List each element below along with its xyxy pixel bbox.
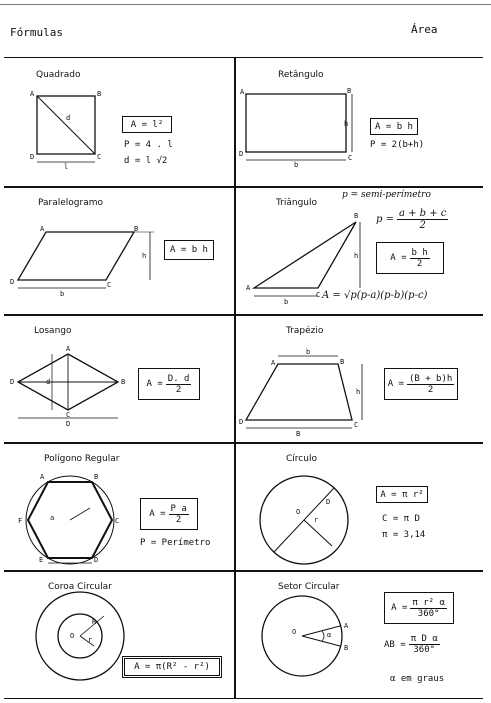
formula-lhs: A =: [149, 509, 166, 519]
vertex-label: A: [66, 345, 71, 353]
vertex-label: B: [134, 225, 139, 233]
height-label: h: [354, 252, 359, 260]
denominator: 2: [427, 384, 434, 395]
formula-lhs: A =: [146, 379, 163, 389]
vertex-label: E: [39, 556, 44, 564]
vertex-label: B: [94, 473, 99, 481]
formula-lhs: AB =: [384, 639, 406, 650]
vertex-label: C: [97, 153, 102, 161]
angle-unit-note: α em graus: [390, 674, 445, 684]
height-label: h: [344, 120, 349, 128]
vertex-label: A: [30, 90, 35, 98]
cell-poligono-regular: [4, 442, 228, 570]
cell-coroa-circular: [4, 570, 228, 698]
cell-title: Losango: [34, 326, 72, 336]
formula-grid: [4, 57, 483, 699]
perimeter-formula: P = 4 . l: [124, 140, 173, 150]
denominator: 2: [175, 384, 182, 395]
fraction: [397, 208, 448, 231]
cell-setor-circular: [238, 570, 462, 698]
square-figure: [4, 58, 228, 186]
apothem-label: a: [50, 514, 55, 522]
vertex-label: D: [10, 378, 15, 386]
area-formula: A = l²: [122, 116, 172, 133]
area-formula: [384, 592, 454, 624]
cell-quadrado: [4, 58, 228, 186]
base-label: b: [284, 298, 289, 306]
formula-lhs: A =: [391, 603, 408, 613]
fraction: [169, 504, 189, 525]
area-formula: [376, 242, 444, 274]
height-label: h: [142, 252, 147, 260]
area-formula: A = π(R² - r²): [124, 658, 220, 676]
vertex-label: C: [107, 281, 112, 289]
cell-triangulo: [238, 186, 462, 314]
cell-title: Setor Circular: [278, 582, 340, 592]
cell-circulo: [238, 442, 462, 570]
vertex-label: F: [18, 517, 23, 525]
vertex-label: B: [97, 90, 102, 98]
fraction: [410, 248, 430, 269]
big-base-label: B: [296, 430, 301, 438]
diagonal-formula: d = l √2: [124, 156, 168, 166]
fraction: [409, 634, 440, 655]
base-label: b: [294, 161, 299, 169]
diagonal-label: d: [66, 114, 71, 122]
vertex-label: A: [271, 359, 276, 367]
center-label: O: [292, 628, 297, 636]
numerator: D. d: [167, 373, 190, 384]
cell-title: Paralelogramo: [38, 198, 103, 208]
numerator: (B + b)h: [408, 373, 453, 384]
arc-length-formula: [384, 634, 440, 655]
numerator: P a: [170, 503, 187, 514]
numerator: π D α: [410, 634, 438, 644]
base-label: b: [60, 290, 65, 298]
vertex-label: B: [347, 87, 352, 95]
area-formula: [138, 368, 200, 400]
radius-label: r: [314, 516, 319, 524]
cell-title: Trapézio: [286, 326, 324, 336]
perimeter-note: P = Perímetro: [140, 538, 211, 548]
annulus-figure: [4, 570, 228, 698]
vertex-label: C: [348, 154, 353, 162]
small-base-label: b: [306, 348, 311, 356]
side-label: l: [64, 163, 69, 171]
numerator: a + b + c: [398, 208, 447, 219]
center-label: O: [70, 632, 75, 640]
vertex-label: B: [121, 378, 126, 386]
vertex-label: A: [40, 473, 45, 481]
fraction: [407, 374, 454, 395]
fraction: [166, 374, 192, 395]
area-formula: [140, 498, 198, 530]
major-diagonal-label: D: [66, 420, 71, 428]
semi-perimeter-note: p = semi-perímetro: [342, 190, 431, 200]
denominator: 360°: [417, 608, 440, 619]
vertex-label: D: [239, 150, 244, 158]
formula-lhs: p =: [376, 214, 394, 225]
top-rule: [0, 4, 491, 5]
vertex-label: A: [246, 284, 251, 292]
point-label: B: [344, 644, 349, 652]
semi-perimeter-formula: [376, 208, 448, 231]
vertex-label: D: [239, 418, 244, 426]
area-formula: A = b h: [164, 240, 214, 260]
cell-title: Triângulo: [276, 198, 318, 208]
height-label: h: [356, 388, 361, 396]
center-label: O: [296, 508, 301, 516]
circle-figure: [238, 442, 462, 570]
vertex-label: D: [30, 153, 35, 161]
vertex-label: B: [354, 212, 359, 220]
formula-lhs: A =: [390, 253, 407, 263]
vertex-label: C: [66, 411, 71, 419]
angle-label: α: [327, 631, 332, 639]
numerator: b h: [411, 247, 428, 258]
cell-title: Polígono Regular: [44, 454, 120, 464]
perimeter-formula: P = 2(b+h): [370, 140, 425, 150]
area-formula: [384, 368, 458, 400]
formula-lhs: A =: [387, 379, 404, 389]
vertex-label: C: [316, 291, 321, 299]
vertex-label: D: [94, 556, 99, 564]
area-formula: A = π r²: [376, 486, 428, 503]
denominator: 2: [416, 258, 423, 269]
grid-divider-vertical: [234, 58, 236, 698]
outer-radius-label: R: [92, 618, 97, 626]
inner-radius-label: r: [88, 636, 93, 644]
vertex-label: D: [10, 278, 15, 286]
cell-title: Círculo: [286, 454, 317, 464]
cell-trapezio: [238, 314, 462, 442]
rectangle-figure: [238, 58, 462, 186]
denominator: 2: [419, 220, 426, 231]
area-formula: A = b h: [370, 118, 418, 135]
heron-formula: A = √p(p-a)(p-b)(p-c): [322, 290, 428, 301]
cell-retangulo: [238, 58, 462, 186]
page-section: Área: [411, 23, 438, 36]
diameter-label: D: [326, 498, 331, 506]
vertex-label: B: [340, 358, 345, 366]
circumference-formula: C = π D: [382, 514, 420, 524]
cell-title: Retângulo: [278, 70, 324, 80]
page-title: Fórmulas: [10, 26, 63, 39]
cell-paralelogramo: [4, 186, 228, 314]
cell-title: Quadrado: [36, 70, 81, 80]
vertex-label: A: [240, 88, 245, 96]
fraction: [410, 598, 447, 619]
minor-diagonal-label: d: [46, 378, 51, 386]
numerator: π r² α: [412, 597, 445, 608]
denominator: 2: [175, 514, 182, 525]
vertex-label: C: [354, 421, 359, 429]
denominator: 360°: [413, 645, 436, 655]
vertex-label: C: [115, 517, 120, 525]
cell-losango: [4, 314, 228, 442]
cell-title: Coroa Circular: [48, 582, 112, 592]
point-label: A: [344, 622, 349, 630]
vertex-label: A: [40, 225, 45, 233]
pi-value: π = 3,14: [382, 530, 426, 540]
